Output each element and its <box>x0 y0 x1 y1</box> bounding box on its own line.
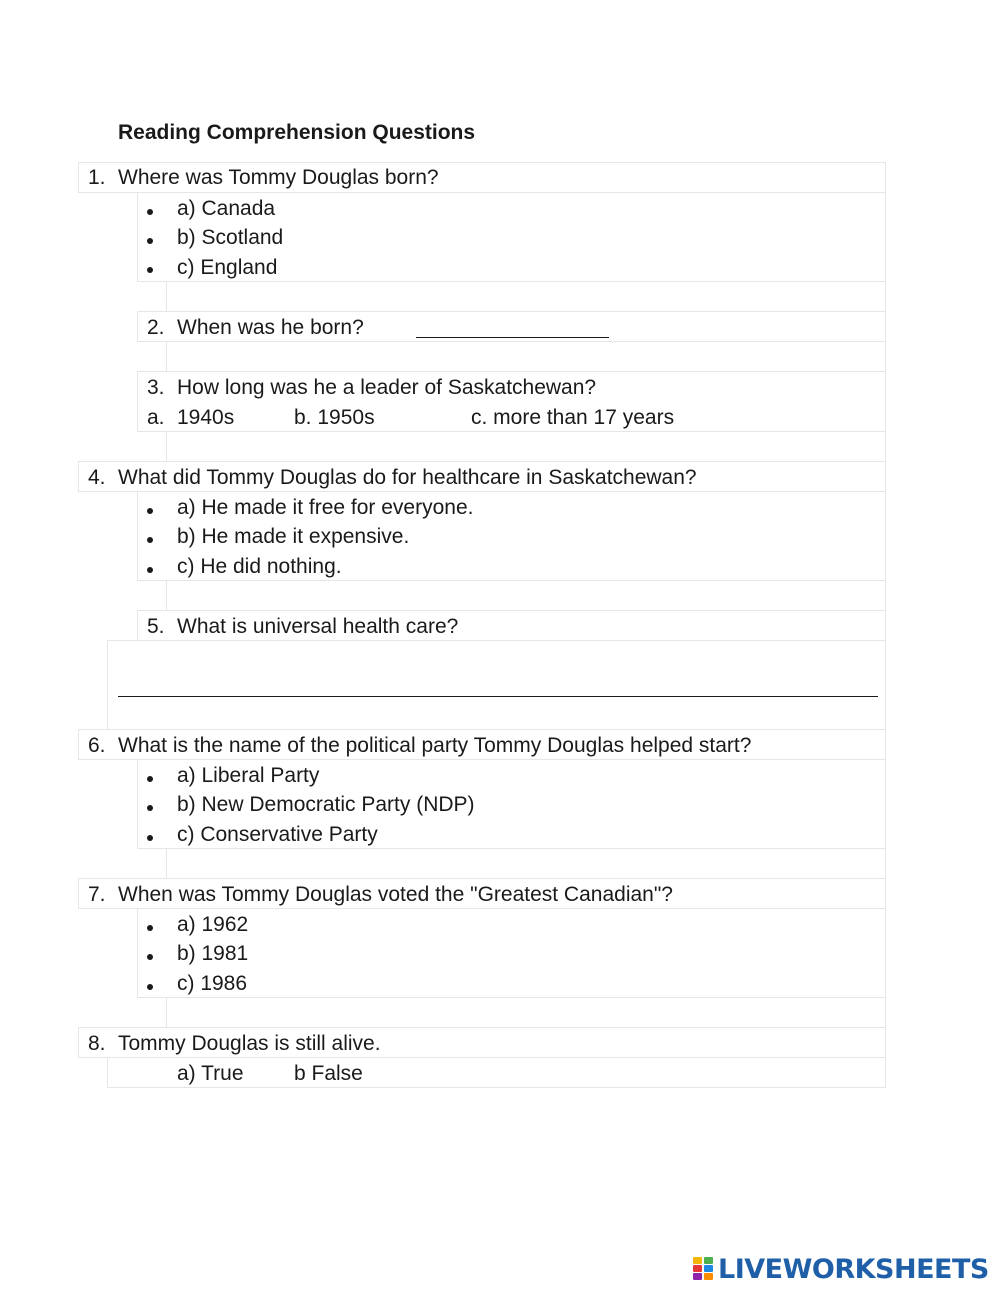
bullet-icon <box>147 776 153 782</box>
bullet-icon <box>147 835 153 841</box>
bullet-icon <box>147 238 153 244</box>
option[interactable]: b) Scotland <box>177 226 284 249</box>
question-number: 6. <box>88 734 106 757</box>
option[interactable]: b) New Democratic Party (NDP) <box>177 793 475 816</box>
question-number: 7. <box>88 883 106 906</box>
bullet-icon <box>147 925 153 931</box>
logo-blocks-icon <box>693 1257 713 1281</box>
spacer-box <box>166 580 886 611</box>
liveworksheets-logo <box>693 1254 989 1284</box>
option[interactable]: 1940s <box>177 406 235 429</box>
answer-blank[interactable] <box>416 337 609 338</box>
option[interactable]: a) 1962 <box>177 913 249 936</box>
question-text: What is universal health care? <box>177 615 459 638</box>
question-number: 3. <box>147 376 165 399</box>
question-text: When was Tommy Douglas voted the "Greatest Canadian"? <box>118 883 673 906</box>
option[interactable]: b. 1950s <box>294 406 375 429</box>
option[interactable]: a) Canada <box>177 197 276 220</box>
question-number: 8. <box>88 1032 106 1055</box>
spacer-box <box>166 341 886 372</box>
bullet-icon <box>147 984 153 990</box>
option[interactable]: b) 1981 <box>177 942 249 965</box>
bullet-icon <box>147 209 153 215</box>
answer-box <box>107 640 886 730</box>
bullet-icon <box>147 267 153 273</box>
spacer-box <box>166 431 886 462</box>
question-number: 1. <box>88 166 106 189</box>
question-text: What did Tommy Douglas do for healthcare in Saskatchewan? <box>118 466 697 489</box>
option-letter: a. <box>147 406 165 429</box>
answer-line[interactable] <box>118 696 878 697</box>
question-text: Tommy Douglas is still alive. <box>118 1032 381 1055</box>
question-number: 4. <box>88 466 106 489</box>
brand-name: LIVEWORKSHEETS <box>718 1253 989 1285</box>
question-text: Where was Tommy Douglas born? <box>118 166 439 189</box>
bullet-icon <box>147 567 153 573</box>
options-box <box>137 908 886 998</box>
option[interactable]: c. more than 17 years <box>471 406 675 429</box>
option[interactable]: b) He made it expensive. <box>177 525 410 548</box>
option[interactable]: c) 1986 <box>177 972 248 995</box>
spacer-box <box>166 848 886 879</box>
option[interactable]: c) England <box>177 256 278 279</box>
question-number: 5. <box>147 615 165 638</box>
bullet-icon <box>147 508 153 514</box>
option[interactable]: a) True <box>177 1062 244 1085</box>
worksheet-title: Reading Comprehension Questions <box>118 121 476 144</box>
option[interactable]: a) Liberal Party <box>177 764 320 787</box>
option[interactable]: b False <box>294 1062 363 1085</box>
question-text: What is the name of the political party Tommy Douglas helped start? <box>118 734 752 757</box>
option[interactable]: c) Conservative Party <box>177 823 378 846</box>
option[interactable]: a) He made it free for everyone. <box>177 496 474 519</box>
question-number: 2. <box>147 316 165 339</box>
bullet-icon <box>147 537 153 543</box>
option[interactable]: c) He did nothing. <box>177 555 342 578</box>
bullet-icon <box>147 954 153 960</box>
question-text: When was he born? <box>177 316 364 339</box>
spacer-box <box>166 281 886 312</box>
spacer-box <box>166 997 886 1028</box>
bullet-icon <box>147 805 153 811</box>
question-text: How long was he a leader of Saskatchewan? <box>177 376 597 399</box>
